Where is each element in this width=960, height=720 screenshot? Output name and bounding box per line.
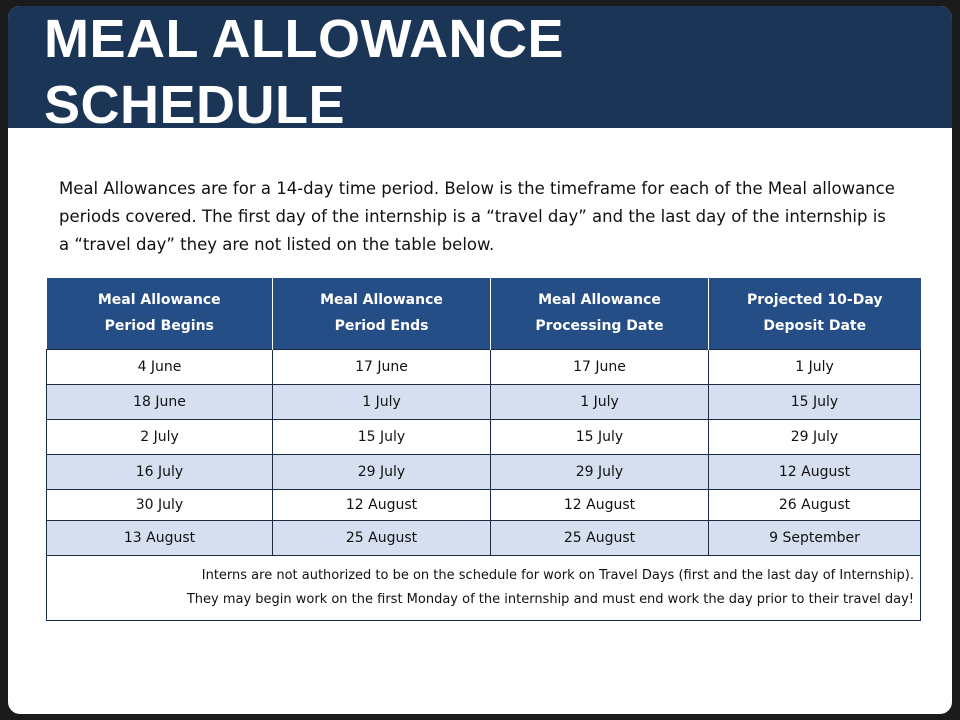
cell-period-begins: 2 July (47, 420, 273, 455)
cell-deposit-date: 9 September (709, 521, 921, 556)
table-row (47, 455, 921, 490)
slide-title: MEAL ALLOWANCE SCHEDULE (44, 9, 564, 134)
cell-deposit-date: 1 July (709, 350, 921, 385)
table-note-row (47, 556, 921, 621)
cell-period-ends: 1 July (273, 385, 491, 420)
cell-period-begins: 30 July (47, 490, 273, 521)
cell-period-begins: 18 June (47, 385, 273, 420)
title-banner (8, 6, 952, 134)
meal-allowance-table (46, 278, 921, 621)
header-period-begins (47, 278, 273, 350)
note-line: Interns are not authorized to be on the schedule for work on Travel Days (first and the last day of Internship). (201, 568, 914, 583)
header-line: Period Ends (334, 318, 429, 334)
header-deposit-date (709, 278, 921, 350)
cell-period-ends: 15 July (273, 420, 491, 455)
cell-period-ends: 29 July (273, 455, 491, 490)
cell-period-begins: 4 June (47, 350, 273, 385)
cell-deposit-date: 12 August (709, 455, 921, 490)
intro-paragraph: Meal Allowances are for a 14-day time period. Below is the timeframe for each of the Meal allowance periods covered. The first day of the internship is a “travel day” and the last day of the internship is a “travel day” they are not listed on the table below. (59, 179, 895, 254)
cell-deposit-date: 26 August (709, 490, 921, 521)
header-line: Projected 10-Day (746, 292, 883, 308)
header-line: Meal Allowance (97, 292, 221, 308)
cell-period-ends: 25 August (273, 521, 491, 556)
header-line: Meal Allowance (320, 292, 443, 308)
cell-processing-date: 15 July (491, 420, 709, 455)
cell-period-ends: 12 August (273, 490, 491, 521)
cell-processing-date: 17 June (491, 350, 709, 385)
header-processing-date (491, 278, 709, 350)
header-period-ends (273, 278, 491, 350)
cell-processing-date: 29 July (491, 455, 709, 490)
slide (8, 6, 952, 714)
table-row (47, 350, 921, 385)
header-line: Period Begins (104, 318, 214, 334)
cell-period-begins: 13 August (47, 521, 273, 556)
table-header-row (47, 278, 921, 350)
cell-deposit-date: 15 July (709, 385, 921, 420)
table-row (47, 385, 921, 420)
header-line: Meal Allowance (538, 292, 661, 308)
cell-processing-date: 12 August (491, 490, 709, 521)
table-note (47, 556, 921, 621)
cell-deposit-date: 29 July (709, 420, 921, 455)
cell-period-begins: 16 July (47, 455, 273, 490)
table-row (47, 521, 921, 556)
header-line: Processing Date (535, 318, 664, 334)
note-line: They may begin work on the first Monday of the internship and must end work the day prior to their travel day! (186, 592, 914, 607)
header-line: Deposit Date (763, 318, 867, 334)
cell-processing-date: 25 August (491, 521, 709, 556)
cell-processing-date: 1 July (491, 385, 709, 420)
cell-period-ends: 17 June (273, 350, 491, 385)
table-row (47, 490, 921, 521)
table-row (47, 420, 921, 455)
